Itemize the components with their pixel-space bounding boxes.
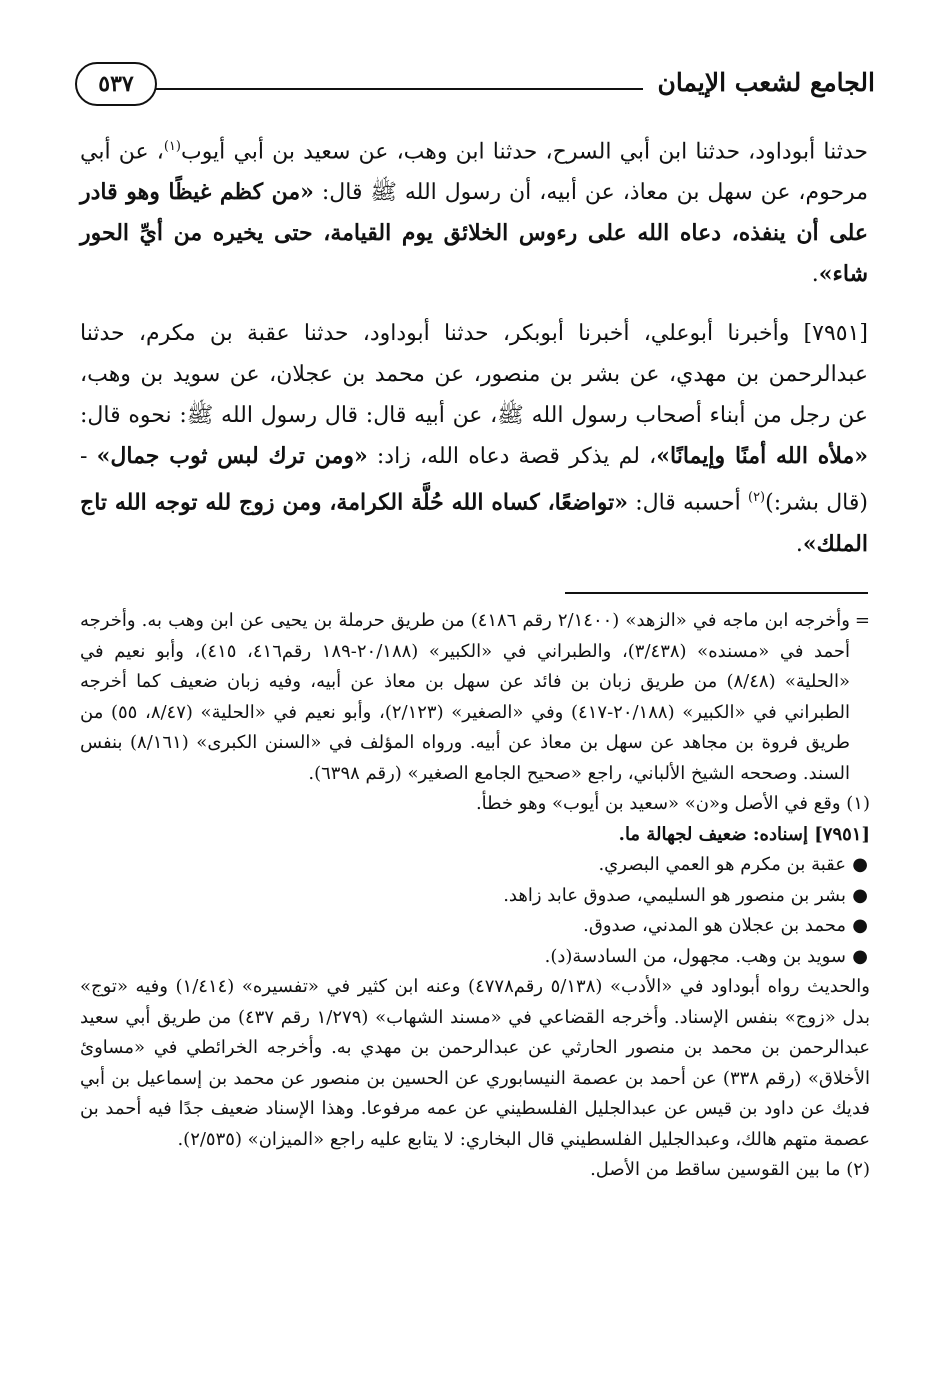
list-item bbox=[80, 911, 868, 942]
isnad-text: [٧٩٥١] وأخبرنا أبوعلي، أخبرنا أبوبكر، حدثنا أبوداود، حدثنا عقبة بن مكرم، حدثنا عبدالرحمن بن مهدي، عن بشر بن منصور، عن محمد بن عجلان، عن سويد بن وهب، عن رجل من أبناء أصحاب رسول الله ﷺ، عن أبيه قال: قال رسول الله ﷺ: نحوه قال: bbox=[80, 321, 868, 429]
list-item bbox=[80, 942, 868, 973]
isnad-grade: [٧٩٥١] إسناده: ضعيف لجهالة ما. bbox=[618, 823, 870, 845]
text-segment: أحسبه قال: bbox=[628, 490, 748, 516]
narrator-note: محمد بن عجلان هو المدني، صدوق. bbox=[583, 915, 846, 936]
hadith-paragraph-1 bbox=[80, 126, 868, 295]
hadith-matn: «من كظم غيظًا وهو قادر على أن ينفذه، دعاه الله على رءوس الخلائق يوم القيامة، حتى يخيره من أيِّ الحور شاء» bbox=[80, 179, 868, 288]
footnote-1: (١) وقع في الأصل و«ن» «سعيد بن أيوب» وهو خطأ. bbox=[475, 793, 870, 814]
text-segment: - (قال بشر:) bbox=[80, 444, 868, 516]
period: . bbox=[811, 262, 819, 288]
header-rule bbox=[155, 88, 643, 90]
footnote-continuation bbox=[80, 606, 870, 789]
list-item bbox=[80, 850, 868, 881]
footnote-2: (٢) ما بين القوسين ساقط من الأصل. bbox=[590, 1159, 870, 1180]
narrator-note: عقبة بن مكرم هو العمي البصري. bbox=[598, 854, 846, 875]
bullet-icon: ● bbox=[852, 945, 868, 967]
continuation-marker: = bbox=[854, 610, 870, 631]
running-title: الجامع لشعب الإيمان bbox=[657, 68, 875, 97]
text-segment: ، لم يذكر قصة دعاه الله، زاد: bbox=[367, 444, 657, 470]
takhrij-note: والحديث رواه أبوداود في «الأدب» (٥/١٣٨ رقم٤٧٧٨) وعنه ابن كثير في «تفسيره» (١/٤١٤) وفيه «توج» بدل «زوج» بنفس الإسناد. وأخرجه القضاعي في «مسند الشهاب» (١/٢٧٩ رقم ٤٣٧) من طريق أبي سعيد عبدالرحمن بن محمد بن منصور الحارثي عن عبدالرحمن بن مهدي به. وأخرجه الخرائطي في «مساوئ الأخلاق» (رقم ٣٣٨) عن أحمد بن عصمة النيسابوري عن الحسين بن منصور عن محمد بن إسماعيل بن أبي فديك عن داود بن قيس عن عبدالجليل الفلسطيني عن عمه مرفوعا. وهذا الإسناد ضعيف جدًا فيه أحمد بن عصمة متهم هالك، وعبدالجليل الفلسطيني قال البخاري: لا يتابع عليه راجع «الميزان» (٢/٥٣٥). bbox=[80, 976, 870, 1150]
hadith-matn-2: «ومن ترك لبس ثوب جمال» bbox=[96, 443, 368, 470]
footnote-separator bbox=[565, 592, 868, 594]
narrator-list bbox=[80, 850, 870, 972]
isnad-text: حدثنا أبوداود، حدثنا ابن أبي السرح، حدثنا ابن وهب، عن سعيد بن أبي أيوب bbox=[180, 139, 868, 165]
hadith-paragraph-2 bbox=[80, 313, 868, 564]
hadith-matn-1: «ملأه الله أمنًا وإيمانًا» bbox=[656, 443, 868, 470]
narrator-note: بشر بن منصور هو السليمي، صدوق عابد زاهد. bbox=[503, 884, 846, 906]
footnote-ref-1: (١) bbox=[163, 139, 181, 154]
footnote-ref-2: (٢) bbox=[747, 490, 766, 506]
hadith-matn-3: «تواضعًا، كساه الله حُلَّة الكرامة، ومن زوج لله توجه الله تاج الملك» bbox=[80, 489, 868, 557]
list-item bbox=[80, 881, 868, 912]
isnad-text-continued: ، عن أبي مرحوم، عن سهل بن معاذ، عن أبيه، أن رسول الله ﷺ قال: bbox=[80, 139, 868, 206]
narrator-note: سويد بن وهب. مجهول، من السادسة(د). bbox=[544, 945, 846, 967]
footnotes bbox=[80, 606, 870, 1186]
page-number: ٥٣٧ bbox=[75, 62, 157, 106]
bullet-icon: ● bbox=[852, 854, 868, 875]
period: . bbox=[795, 531, 803, 557]
main-text bbox=[80, 126, 868, 565]
bullet-icon: ● bbox=[852, 884, 868, 906]
page-header bbox=[75, 62, 875, 110]
bullet-icon: ● bbox=[852, 915, 868, 936]
footnote-continuation-text: وأخرجه ابن ماجه في «الزهد» (٢/١٤٠٠ رقم ٤١٨٦) من طريق حرملة بن يحيى عن ابن وهب به. وأخرجه أحمد في «مسنده» (٣/٤٣٨)، والطبراني في «الكبير» (٢٠/١٨٨-١٨٩ رقم٤١٦، ٤١٥)، وأبو نعيم في «الحلية» (٨/٤٨) من طريق زبان بن فائد عن سهل بن معاذ عن أبيه، وفيه زبان ضعيف كما أخرجه الطبراني في «الكبير» (٢٠/١٨٨-٤١٧) وفي «الصغير» (٢/١٢٣)، وأبو نعيم في «الحلية» (٨/٤٧، ٥٥) من طريق فروة بن مجاهد عن سهل بن معاذ عن أبيه. ورواه المؤلف في «السنن الكبرى» (٨/١٦١) بنفس السند. وصححه الشيخ الألباني، راجع «صحيح الجامع الصغير» (رقم ٦٣٩٨). bbox=[80, 610, 851, 784]
